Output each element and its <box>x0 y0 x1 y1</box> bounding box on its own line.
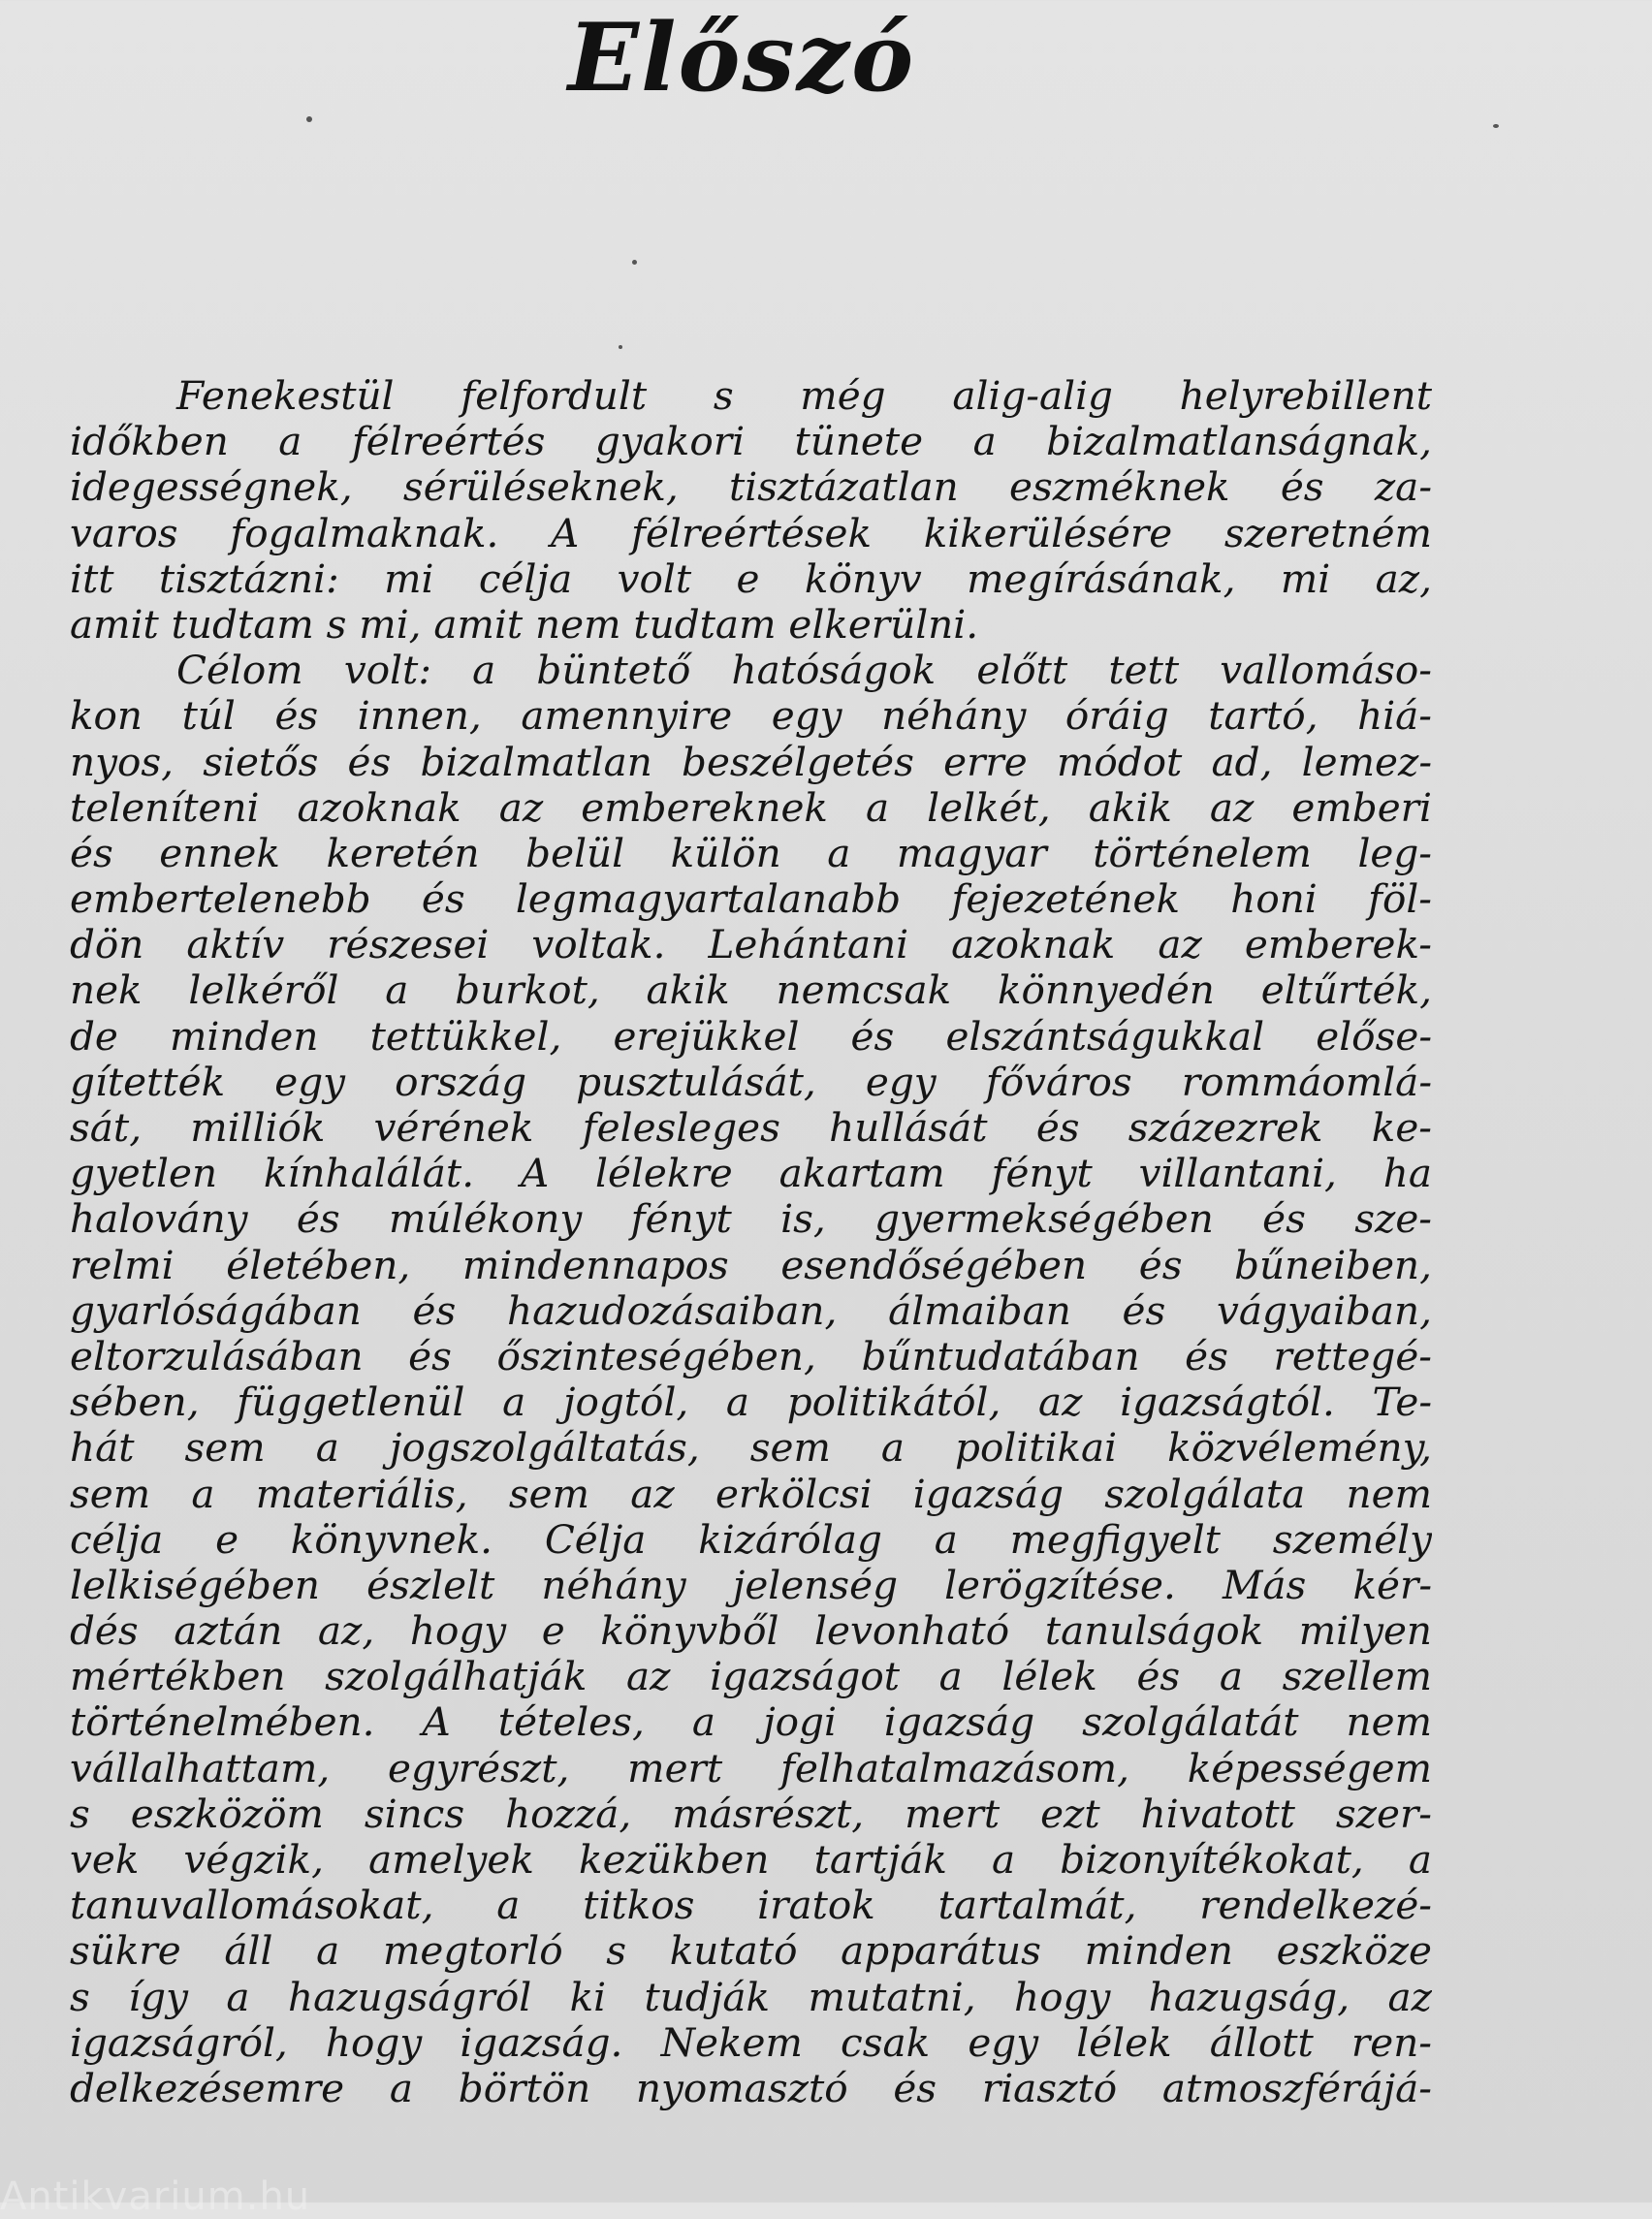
paper-speck <box>619 345 622 349</box>
text-line: hát sem a jogszolgáltatás, sem a politikai közvélemény, <box>70 1425 1432 1472</box>
text-line: igazságról, hogy igazság. Nekem csak egy lélek állott ren- <box>70 2019 1432 2066</box>
text-line: teleníteni azoknak az embereknek a lelkét, akik az emberi <box>70 784 1432 831</box>
text-line: sükre áll a megtorló s kutató apparátus minden eszköze <box>70 1928 1432 1975</box>
text-line: Célom volt: a büntető hatóságok előtt tett vallomáso- <box>176 648 1432 694</box>
text-line: eltorzulásában és őszinteségében, bűntudatában és rettegé- <box>70 1333 1432 1379</box>
body-text <box>70 373 1432 2111</box>
text-line: időkben a félreértés gyakori tünete a bizalmatlanságnak, <box>70 419 1432 465</box>
text-line: gítették egy ország pusztulását, egy főváros rommáomlá- <box>70 1059 1432 1105</box>
text-line: s így a hazugságról ki tudják mutatni, hogy hazugság, az <box>70 1974 1432 2020</box>
text-line: vek végzik, amelyek kezükben tartják a bizonyítékokat, a <box>70 1837 1432 1883</box>
page-title: Előszó <box>567 3 916 112</box>
text-line: kon túl és innen, amennyire egy néhány óráig tartó, hiá- <box>70 693 1432 740</box>
text-line: és ennek keretén belül külön a magyar történelem leg- <box>70 830 1432 876</box>
text-line: sem a materiális, sem az erkölcsi igazság szolgálata nem <box>70 1471 1432 1517</box>
text-line: sát, milliók vérének felesleges hullását és százezrek ke- <box>70 1105 1432 1151</box>
text-line: varos fogalmaknak. A félreértések kikerülésére szeretném <box>70 510 1432 556</box>
text-line: gyarlóságában és hazudozásaiban, álmaiban és vágyaiban, <box>70 1287 1432 1334</box>
text-line: dés aztán az, hogy e könyvből levonható tanulságok milyen <box>70 1608 1432 1655</box>
text-line: dön aktív részesei voltak. Lehántani azoknak az emberek- <box>70 922 1432 968</box>
paper-speck <box>632 260 637 265</box>
text-line: nyos, sietős és bizalmatlan beszélgetés erre módot ad, lemez- <box>70 739 1432 785</box>
text-line: tanuvallomásokat, a titkos iratok tartalmát, rendelkezé- <box>70 1883 1432 1929</box>
text-line: idegességnek, sérüléseknek, tisztázatlan eszméknek és za- <box>70 464 1432 511</box>
paper-speck <box>1493 124 1499 128</box>
text-line: lelkiségében észlelt néhány jelenség lerögzítése. Más kér- <box>70 1562 1432 1608</box>
paper-speck <box>306 116 312 122</box>
text-line: amit tudtam s mi, amit nem tudtam elkerülni. <box>70 601 979 648</box>
watermark: Antikvarium.hu <box>0 2174 311 2219</box>
text-line: nek lelkéről a burkot, akik nemcsak könnyedén eltűrték, <box>70 967 1432 1014</box>
paragraph-1 <box>70 373 1432 648</box>
text-line: gyetlen kínhalálát. A lélekre akartam fényt villantani, ha <box>70 1151 1432 1197</box>
text-line: embertelenebb és legmagyartalanabb fejezetének honi föl- <box>70 876 1432 923</box>
text-line: sében, függetlenül a jogtól, a politikától, az igazságtól. Te- <box>70 1379 1432 1426</box>
text-line: de minden tettükkel, erejükkel és elszántságukkal előse- <box>70 1013 1432 1060</box>
paragraph-2 <box>70 648 1432 2111</box>
text-line: itt tisztázni: mi célja volt e könyv megírásának, mi az, <box>70 555 1432 602</box>
text-line: relmi életében, mindennapos esendőségében és bűneiben, <box>70 1242 1432 1288</box>
text-line: mértékben szolgálhatják az igazságot a lélek és a szellem <box>70 1654 1432 1700</box>
text-line: halovány és múlékony fényt is, gyermekségében és sze- <box>70 1196 1432 1243</box>
text-line: célja e könyvnek. Célja kizárólag a megfigyelt személy <box>70 1516 1432 1563</box>
text-line: vállalhattam, egyrészt, mert felhatalmazásom, képességem <box>70 1745 1432 1791</box>
text-line: delkezésemre a börtön nyomasztó és riasztó atmoszférájá- <box>70 2065 1432 2111</box>
text-line: s eszközöm sincs hozzá, másrészt, mert ezt hivatott szer- <box>70 1791 1432 1837</box>
text-line: történelmében. A tételes, a jogi igazság szolgálatát nem <box>70 1699 1432 1746</box>
text-line: Fenekestül felfordult s még alig-alig helyrebillent <box>176 373 1432 419</box>
